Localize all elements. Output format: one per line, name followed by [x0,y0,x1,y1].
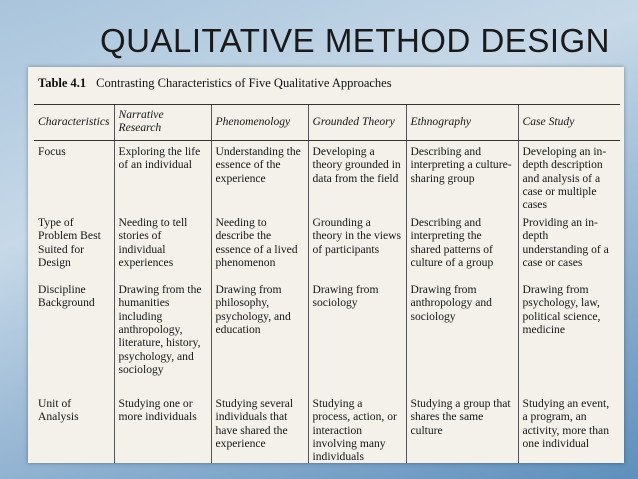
table-cell: Grounding a theory in the views of participants [308,212,406,279]
slide-title: QUALITATIVE METHOD DESIGN [100,22,610,59]
header-characteristics: Characteristics [34,105,114,141]
table-cell: Studying a process, action, or interaction involving many individuals [308,393,406,463]
table-number: Table 4.1 [38,76,87,90]
header-narrative-research: Narrative Research [114,105,211,141]
table-header-row [34,105,620,141]
comparison-table [34,104,620,463]
row-label-discipline: Discipline Background [38,282,95,310]
table-cell: Studying a group that shares the same culture [406,393,518,463]
header-grounded-theory: Grounded Theory [308,105,406,141]
table-caption-text: Contrasting Characteristics of Five Qualitative Approaches [96,76,392,90]
table-cell: Exploring the life of an individual [114,140,211,212]
table-cell: Drawing from psychology, law, political science, medicine [518,279,620,393]
row-label-unit-of-analysis: Unit of Analysis [38,396,79,424]
table-image [28,67,624,463]
row-label-focus: Focus [38,144,66,158]
table-cell: Drawing from philosophy, psychology, and education [211,279,308,393]
table-row [34,140,620,212]
header-case-study: Case Study [518,105,620,141]
table-cell: Studying an event, a program, an activity, more than one individual [518,393,620,463]
table-cell: Drawing from sociology [308,279,406,393]
table-cell: Describing and interpreting a culture-sharing group [406,140,518,212]
table-cell: Needing to tell stories of individual experiences [114,212,211,279]
table-cell: Needing to describe the essence of a lived phenomenon [211,212,308,279]
table-cell: Describing and interpreting the shared patterns of culture of a group [406,212,518,279]
table-cell: Studying one or more individuals [114,393,211,463]
table-cell: Drawing from the humanities including anthropology, literature, history, psychology, and sociology [114,279,211,393]
table-row [34,393,620,463]
table-cell: Developing a theory grounded in data from the field [308,140,406,212]
table-caption [38,76,392,91]
table-row [34,212,620,279]
table-cell: Understanding the essence of the experience [211,140,308,212]
header-ethnography: Ethnography [406,105,518,141]
table-cell: Studying several individuals that have shared the experience [211,393,308,463]
table-cell: Developing an in-depth description and analysis of a case or multiple cases [518,140,620,212]
table-cell: Drawing from anthropology and sociology [406,279,518,393]
row-label-problem-type: Type of Problem Best Suited for Design [38,215,101,270]
table-cell: Providing an in-depth understanding of a case or cases [518,212,620,279]
table-row [34,279,620,393]
header-phenomenology: Phenomenology [211,105,308,141]
